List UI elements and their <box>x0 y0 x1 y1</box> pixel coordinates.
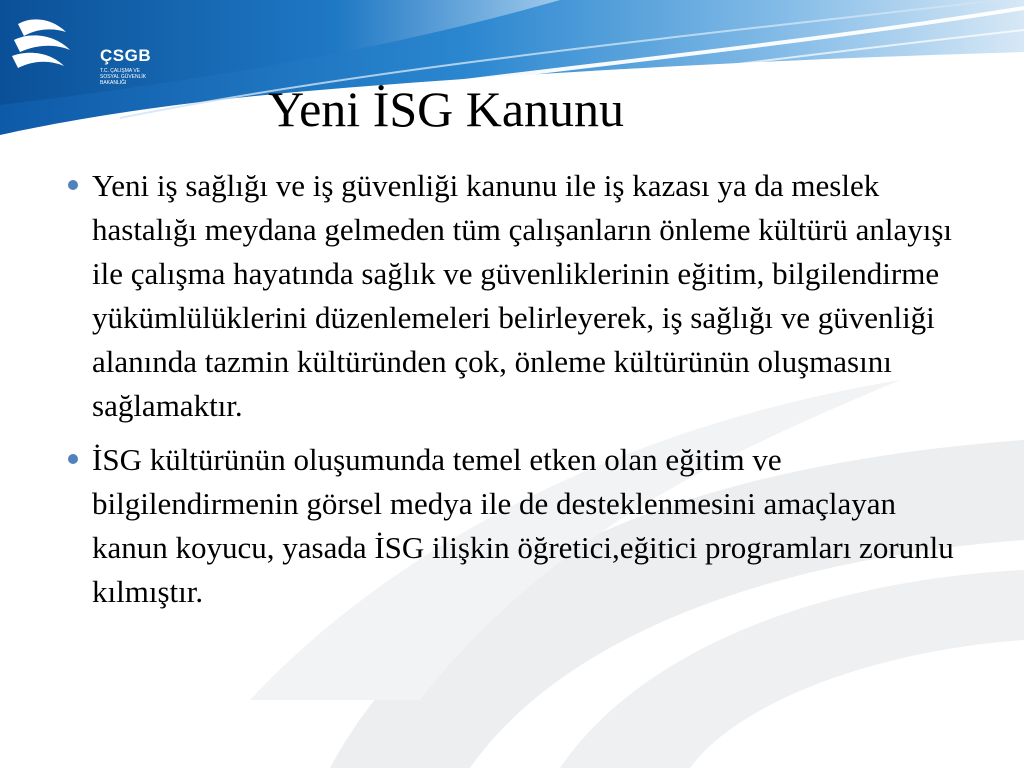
ministry-logo <box>8 10 178 100</box>
logo-subtitle-line: BAKANLIĞI <box>100 80 127 86</box>
bullet-text: Yeni iş sağlığı ve iş güvenliği kanunu ile iş kazası ya da meslek hastalığı meydana gelmeden tüm çalışanların önleme kültürü anlayışı ile çalışma hayatında sağlık ve güvenliklerinin eğitim, bilgilendirme yükümlülüklerini düzenlemeleri belirleyerek, iş sağlığı ve güvenliği alanında tazmin kültüründen çok, önleme kültürünün oluşmasını sağlamaktır. <box>92 168 952 423</box>
bullet-dot-icon <box>68 454 78 464</box>
slide-title: Yeni İSG Kanunu <box>268 81 625 137</box>
bullet-dot-icon <box>68 180 78 190</box>
logo-subtitle-line: SOSYAL GÜVENLİK <box>100 74 147 80</box>
bullet-item <box>62 164 967 428</box>
bullet-list <box>62 164 967 624</box>
bullet-item <box>62 438 967 614</box>
logo-subtitle-line: T.C. ÇALIŞMA VE <box>100 68 141 74</box>
logo-abbreviation: ÇSGB <box>100 46 152 65</box>
logo-swoosh-icon <box>8 10 98 80</box>
logo-subtitle <box>100 68 180 86</box>
bullet-text: İSG kültürünün oluşumunda temel etken olan eğitim ve bilgilendirmenin görsel medya ile de desteklenmesini amaçlayan kanun koyucu, yasada İSG ilişkin öğretici,eğitici programları zorunlu kılmıştır. <box>92 442 954 609</box>
